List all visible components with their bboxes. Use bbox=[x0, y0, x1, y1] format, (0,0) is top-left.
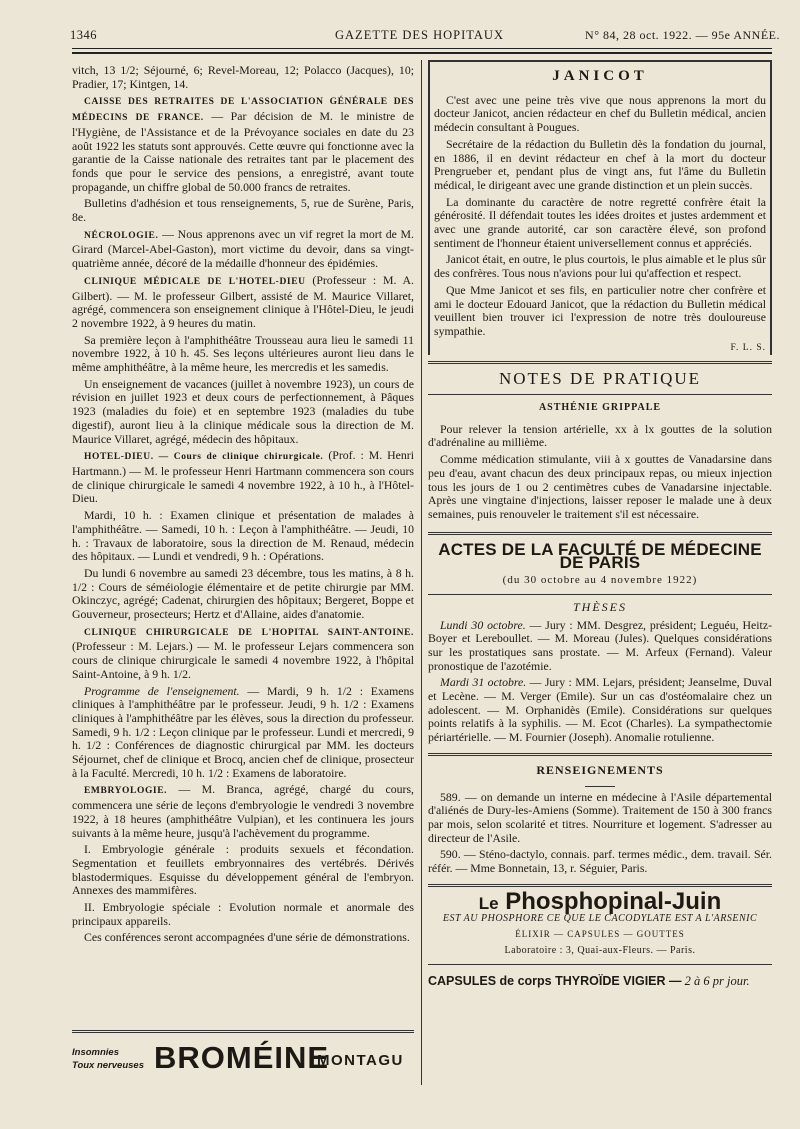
separator bbox=[428, 532, 772, 535]
paragraph: II. Embryologie spéciale : Evolution normale et anormale des principaux appareils. bbox=[72, 900, 414, 928]
left-column bbox=[72, 64, 414, 948]
separator bbox=[428, 964, 772, 965]
actes-dates: (du 30 octobre au 4 novembre 1922) bbox=[502, 574, 698, 587]
separator bbox=[428, 753, 772, 756]
renseignements-title: RENSEIGNEMENTS bbox=[536, 762, 664, 777]
paragraph: Secrétaire de la rédaction du Bulletin dès la fondation du journal, en 1886, il en devint rédacteur en chef à la mort du docteur Prengrueber et, pendant plus de vingt ans, fut l'âme du Bulletin médical, le dirigeant avec une grande distinction et un plein succès. bbox=[434, 136, 766, 192]
paragraph: C'est avec une peine très vive que nous apprenons la mort du docteur Janicot, ancien rédacteur en chef du Bulletin médical, ancien médecin consultant à Pougues. bbox=[434, 92, 766, 135]
page-header bbox=[60, 24, 780, 46]
news-item-embryologie: EMBRYOLOGIE. — M. Branca, agrégé, chargé du cours, commencera une série de leçons d'embryologie le vendredi 3 novembre 1922, à 18 heures (amphithéâtre Vulpian), et les continuera les jours suivants à la même heure, jusqu'à l'achèvement du programme. bbox=[72, 782, 414, 840]
page-number: 1346 bbox=[70, 28, 97, 42]
bromeine-advertisement: Insomnies Toux nerveuses BROMÉINE MONTAGU bbox=[72, 1040, 404, 1075]
separator bbox=[428, 361, 772, 364]
header-rule bbox=[72, 48, 772, 49]
ad-top-rule bbox=[72, 1030, 414, 1033]
right-column bbox=[428, 64, 772, 988]
paragraph: La dominante du caractère de notre regretté confrère était la générosité. Il défendait toutes les idées droites et justes ardemment et avec une grande autorité, car son caractère élevé, son profond sentiment de l'honneur étaient universellement connus et appréciés. bbox=[434, 194, 766, 250]
issue-info: N° 84, 28 oct. 1922. — 95e ANNÉE. bbox=[585, 28, 780, 42]
paragraph: Du lundi 6 novembre au samedi 23 décembre, tous les matins, à 8 h. 1/2 : Cours de séméiologie élémentaire et de petite chirurgie par MM. Okinczyc, agrégé; Cadenat, chirurgien des hôpitaux; Bergeret, Boppe et Gouverneur, prosecteurs; Hertz et d'Allaine, aides d'anatomie. bbox=[72, 565, 414, 622]
signature: F. L. S. bbox=[730, 342, 766, 353]
theses-title: THÈSES bbox=[573, 599, 627, 614]
asthenie-title: ASTHÉNIE GRIPPALE bbox=[538, 402, 662, 414]
column-divider bbox=[421, 60, 422, 1085]
janicot-obituary bbox=[428, 60, 772, 355]
paragraph: 590. — Sténo-dactylo, connais. parf. termes médic., dem. travail. Sér. référ. — Mme Bonnetain, 13, r. Séguier, Paris. bbox=[428, 847, 772, 876]
paragraph: Comme médication stimulante, viii à x gouttes de Vanadarsine dans peu d'eau, avant chacun des deux principaux repas, ou mieux injection tous les jours de 1 ou 2 centimètres cubes de Vanadarsine injectable. Après une vingtaine d'injections, laisser reposer le malade une à deux semaines, puis renouveler le traitement s'il est nécessaire. bbox=[428, 452, 772, 521]
news-item-saint-antoine: CLINIQUE CHIRURGICALE DE L'HOPITAL SAINT-ANTOINE. (Professeur : M. Lejars.) — M. le professeur Lejars commencera son cours de clinique chirurgicale le samedi 4 novembre 1922, à l'hôpital Saint-Antoine, à 9 h. 1/2. bbox=[72, 627, 414, 681]
item-heading: EMBRYOLOGIE. bbox=[84, 786, 168, 797]
thyroide-advertisement: CAPSULES de corps THYROÏDE VIGIER — 2 à 6 pr jour. bbox=[428, 973, 750, 988]
item-heading: NÉCROLOGIE. bbox=[84, 230, 159, 241]
separator bbox=[428, 884, 772, 887]
paragraph: Janicot était, en outre, le plus courtois, le plus aimable et le plus sûr des confrères. Tous nous n'avions pour lui qu'affection et respect. bbox=[434, 252, 766, 281]
paragraph: Un enseignement de vacances (juillet à novembre 1923), un cours de révision en juillet 1923 et deux cours de perfectionnement, à Pâques 1923 (maladies du foie) et en septembre 1923 (maladies du tube digestif), auront lieu à la clinique médicale sous la direction de M. Maurice Villaret, agrégé, médecin des hôpitaux. bbox=[72, 376, 414, 446]
actes-faculte-title: ACTES DE LA FACULTÉ DE MÉDECINE DE PARIS bbox=[438, 539, 762, 573]
paragraph: Sa première leçon à l'amphithéâtre Trousseau aura lieu le samedi 11 novembre 1922, à 10 h. 45. Ses leçons ultérieures auront lieu dans le même amphithéâtre, à la même heure, les mercredis et les samedis. bbox=[72, 332, 414, 375]
paragraph: Que Mme Janicot et ses fils, en particulier notre cher confrère et ami le docteur Edouard Janicot, que la rédaction du Bulletin médical veuillent bien trouver ici l'expression de notre très douloureuse sympathie. bbox=[434, 282, 766, 338]
bromeine-name: BROMÉINE bbox=[154, 1040, 330, 1075]
paragraph: I. Embryologie générale : produits sexuels et fécondation. Segmentation et feuillets embryonnaires des vertébrés. Dérivés blastodermiques. Esquisse du développement général de l'embryon. Annexes des mammifères. bbox=[72, 842, 414, 898]
paragraph: Programme de l'enseignement. — Mardi, 9 h. 1/2 : Examens cliniques à l'amphithéâtre par le professeur. Jeudi, 9 h. 1/2 : Examens cliniques à l'amphithéâtre par les élèves, sous la direction du professeur. Samedi, 9 h. 1/2 : Leçon clinique par le professeur. Lundi et mercredi, 9 h. 1/2 : Conférences de diagnostic chirurgical par MM. les docteurs Séjournet, chef de clinique et Brocq, ancien chef de clinique, prosecteur à la Faculté. Mercredi, 10 h. 1/2 : Examens de laboratoire. bbox=[72, 683, 415, 780]
news-item-necrologie: NÉCROLOGIE. — Nous apprenons avec un vif regret la mort de M. Girard (Marcel-Abel-Gaston), mort victime du devoir, dans sa vingt-quatrième année, décoré de la médaille d'honneur des épidémies. bbox=[72, 226, 414, 271]
item-heading: CLINIQUE MÉDICALE DE L'HOTEL-DIEU bbox=[84, 276, 306, 287]
paragraph: Ces conférences seront accompagnées d'une série de démonstrations. bbox=[84, 930, 410, 945]
montagu-brand: MONTAGU bbox=[317, 1052, 404, 1069]
obituary-title: JANICOT bbox=[552, 68, 648, 84]
paragraph: Pour relever la tension artérielle, xx à lx gouttes de la solution d'adrénaline au millième. bbox=[428, 421, 772, 450]
item-heading: CLINIQUE CHIRURGICALE DE L'HOPITAL SAINT-ANTOINE. bbox=[84, 627, 414, 638]
separator bbox=[585, 786, 615, 787]
item-heading: CAISSE DES RETRAITES DE L'ASSOCIATION GÉNÉRALE DES MÉDECINS DE FRANCE. bbox=[72, 97, 414, 124]
news-item-caisse: CAISSE DES RETRAITES DE L'ASSOCIATION GÉNÉRALE DES MÉDECINS DE FRANCE. — Par décision de M. le ministre de l'Hygiène, de l'Assistance et de la Prévoyance sociales en date du 23 août 1922 les statuts sont approuvés. Cette œuvre qui fonctionne avec la garantie de la Caisse nationale des retraites tant par le placement des fonds que pour le service des pensions, a enregistré, avant toute propagande, un chiffre global de 50.000 francs de retraites. bbox=[72, 97, 414, 194]
header-rule-thick bbox=[72, 52, 772, 54]
paragraph: vitch, 13 1/2; Séjourné, 6; Revel-Moreau, 12; Polacco (Jacques), 10; Pradier, 17; Kintgen, 14. bbox=[72, 63, 414, 91]
separator bbox=[428, 394, 772, 395]
separator bbox=[428, 594, 772, 595]
journal-title: GAZETTE DES HOPITAUX bbox=[335, 28, 504, 42]
paragraph: Mardi, 10 h. : Examen clinique et présentation de malades à l'amphithéâtre. — Samedi, 10 h. : Leçon à l'amphithéâtre. — Jeudi, 10 h. : Travaux de laboratoire, sous la direction de M. Renaud, médecin des hôpitaux. — Lundi et vendredi, 9 h. : Opérations. bbox=[72, 508, 414, 564]
paragraph: 589. — on demande un interne en médecine à l'Asile départemental d'aliénés de Dury-les-Amiens (Somme). Traitement de 150 à 300 francs par mois, selon scolarité et titres. Nourriture et logement. S'adresser au directeur de l'Asile. bbox=[428, 789, 772, 845]
paragraph: Bulletins d'adhésion et tous renseignements, 5, rue de Surène, Paris, 8e. bbox=[72, 196, 414, 225]
item-heading: HOTEL-DIEU. — Cours de clinique chirurgicale. bbox=[84, 452, 324, 463]
news-item-hotel-dieu-chirurgicale: HOTEL-DIEU. — Cours de clinique chirurgicale. (Prof. : M. Henri Hartmann.) — M. le professeur Henri Hartmann commencera son cours de clinique chirurgicale le samedi 4 novembre 1922, à 10 h., à l'Hôtel-Dieu. bbox=[72, 448, 414, 506]
phosphopinal-advertisement: Le Phosphopinal-Juin EST AU PHOSPHORE CE QUE LE CACODYLATE EST A L'ARSENIC ÉLIXIR — CAPSULES — GOUTTES Laboratoire : 3, Quai-aux-Fleurs. — Paris. bbox=[442, 887, 758, 956]
news-item-hotel-dieu-medicale: CLINIQUE MÉDICALE DE L'HOTEL-DIEU (Professeur : M. A. Gilbert). — M. le professeur Gilbert, assisté de M. Maurice Villaret, agrégé, commencera son enseignement clinique à l'Hôtel-Dieu, le jeudi 2 novembre 1922, à 9 heures du matin. bbox=[72, 272, 414, 330]
notes-de-pratique-title: NOTES DE PRATIQUE bbox=[498, 369, 702, 389]
paragraph: Lundi 30 octobre. — Jury : MM. Desgrez, président; Leguéu, Heitz-Boyer et Lereboullet. — M. Moreau (Jules). Quelques considérations sur les prostatiques sans prostate. — M. Arfeux (Fernand). Valeur pronostique de l'azotémie. bbox=[428, 617, 772, 673]
paragraph: Mardi 31 octobre. — Jury : MM. Lejars, président; Jeanselme, Duval et Lecène. — M. Verger (Emile). Sur un cas d'ostéomalaire chez un adolescent. — M. Orphanidès (Emile). Considérations sur quelques points relatifs à la syphilis. — M. Ecot (Charles). La sympathectomie périartérielle. — M. Fournier (Joseph). Anomalie rotulienne. bbox=[428, 675, 772, 745]
